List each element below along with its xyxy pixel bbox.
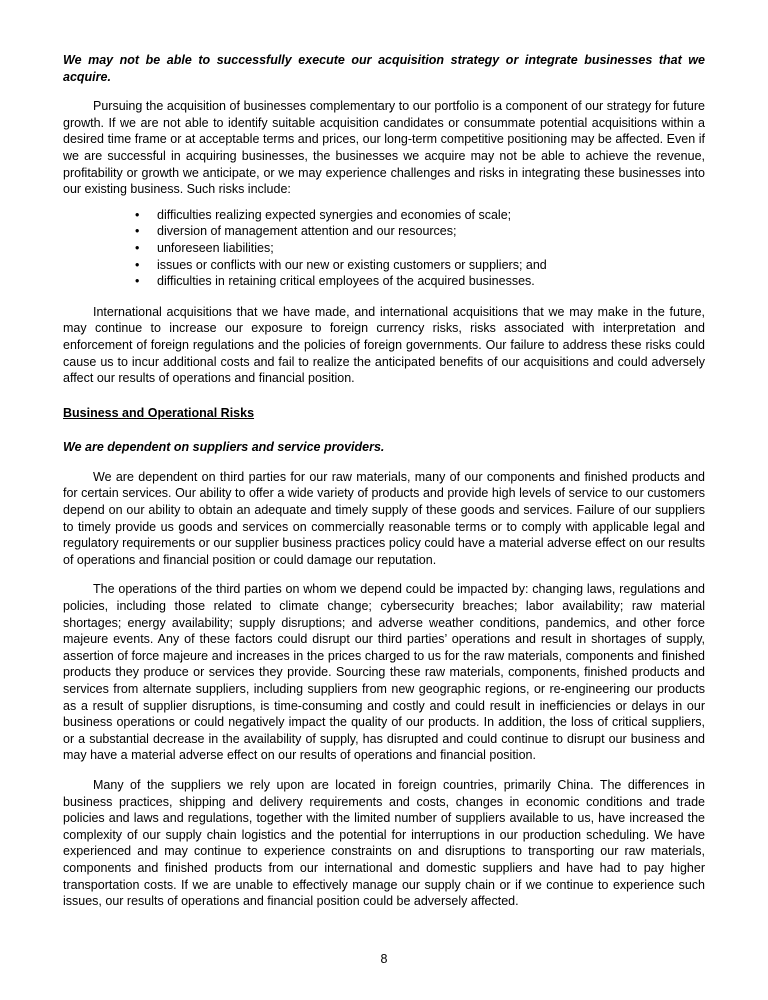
heading-suppliers: We are dependent on suppliers and service providers. — [63, 440, 385, 455]
para-acquisition-2: International acquisitions that we have made, and international acquisitions that we may make in the future, may continue to increase our exposure to foreign currency risks, risks associated with interpretation and enforcement of foreign regulations and the policies of foreign governments. Our failure to address these risks could cause us to incur additional costs and fail to realize the anticipated benefits of our acquisitions and could adversely affect our results of operations and financial position. — [63, 304, 705, 386]
heading-acquisition-risk: We may not be able to successfully execute our acquisition strategy or integrate businesses that we acquire. — [63, 53, 705, 84]
para-suppliers-2: The operations of the third parties on whom we depend could be impacted by: changing laws, regulations and policies, including those related to climate change; cybersecurity breaches; labor availability; raw material shortages; energy availability; supply disruptions; and adverse weather conditions, pandemics, and other force majeure events. Any of these factors could disrupt our third parties’ operations and result in shortages of supply, assertion of force majeure and increases in the prices charged to us for the raw materials, components and finished products they produce or services they provide. Sourcing these raw materials, components, finished products and services from alternate suppliers, including suppliers from new geographic regions, or re-engineering our products as a result of supplier disruptions, is time-consuming and costly and could result in inefficiencies or delays in our business operations or could negatively impact the quality of our products. In addition, the loss of critical suppliers, or a substantial decrease in the availability of supply, has disrupted and could continue to disrupt our business and may have a material adverse effect on our results of operations and financial position. — [63, 582, 705, 763]
bullet-icon: • — [135, 207, 140, 222]
bullet-icon: • — [135, 274, 140, 289]
bullet-item — [135, 240, 705, 257]
para-acquisition-1: Pursuing the acquisition of businesses complementary to our portfolio is a component of our strategy for future growth. If we are not able to identify suitable acquisition candidates or consummate potential acquisitions within a desired time frame or at acceptable terms and prices, our long-term competitive positioning may be affected. Even if we are successful in acquiring businesses, the businesses we acquire may not be able to achieve the revenue, profitability or growth we anticipate, or we may experience challenges and risks in integrating these businesses into our existing business. Such risks include: — [63, 99, 705, 197]
page-number: 8 — [380, 952, 388, 967]
bullet-item — [135, 223, 705, 240]
bullet-icon: • — [135, 224, 140, 239]
bullet-text: diversion of management attention and our resources; — [157, 224, 457, 239]
bullet-text: difficulties realizing expected synergies and economies of scale; — [157, 207, 512, 222]
bullet-text: difficulties in retaining critical employees of the acquired businesses. — [157, 274, 535, 289]
bullet-text: unforeseen liabilities; — [157, 240, 274, 255]
bullet-list — [63, 207, 705, 290]
bullet-icon: • — [135, 240, 140, 255]
para-suppliers-3: Many of the suppliers we rely upon are located in foreign countries, primarily China. The differences in business practices, shipping and delivery requirements and costs, changes in economic conditions and trade policies and laws and regulations, together with the limited number of suppliers available to us, have increased the complexity of our supply chain logistics and the potential for interruptions in our production scheduling. We have experienced and may continue to experience constraints on and disruptions to transporting our raw materials, components and finished products from our international and domestic suppliers and have had to pay higher transportation costs. If we are unable to effectively manage our supply chain or if we continue to experience such issues, our results of operations and financial position could be adversely affected. — [63, 777, 705, 909]
bullet-icon: • — [135, 257, 140, 272]
bullet-item — [135, 207, 705, 224]
bullet-item — [135, 273, 705, 290]
bullet-item — [135, 257, 705, 274]
bullet-text: issues or conflicts with our new or existing customers or suppliers; and — [157, 257, 547, 272]
para-suppliers-1: We are dependent on third parties for our raw materials, many of our components and finished products and for certain services. Our ability to offer a wide variety of products and provide high levels of service to our customers depend on our ability to obtain an adequate and timely supply of these goods and services. Failure of our suppliers to timely provide us goods and services on commercially reasonable terms or to comply with applicable legal and regulatory requirements or our supplier business practices policy could have a material adverse effect on our results of operations and financial position or could damage our reputation. — [63, 469, 705, 567]
heading-business-operational-risks: Business and Operational Risks — [63, 405, 255, 420]
